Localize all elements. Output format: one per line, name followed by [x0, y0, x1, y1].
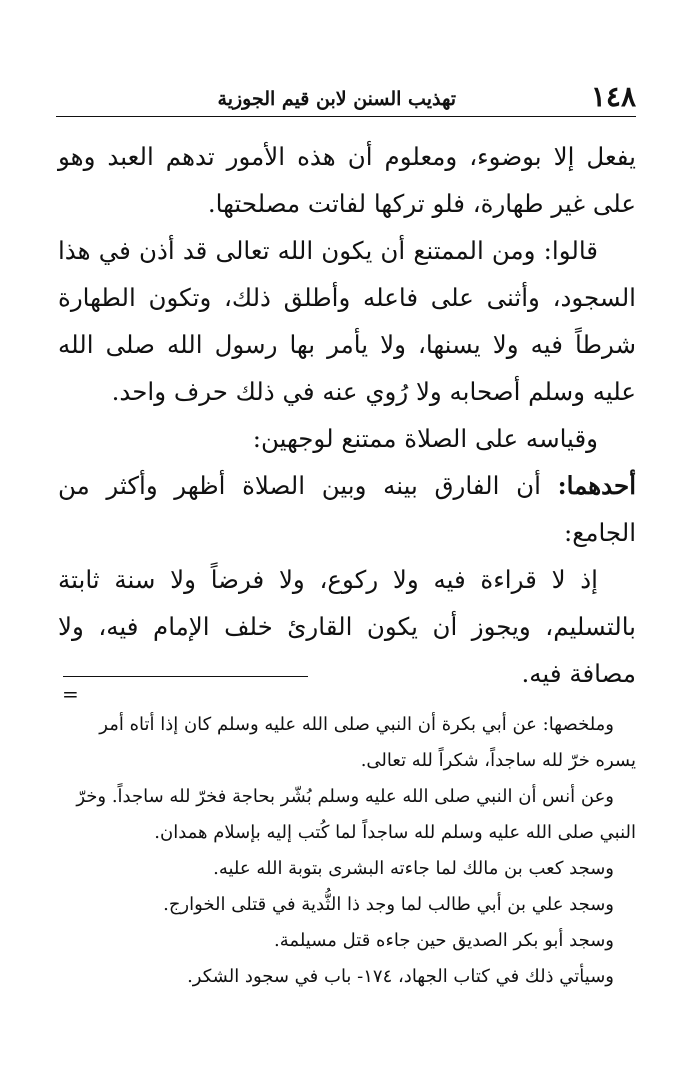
paragraph-continuation: يفعل إلا بوضوء، ومعلوم أن هذه الأمور تدهم العبد وهو على غير طهارة، فلو تركها لفاتت مصلحتها. [58, 142, 636, 218]
first-reason-lead: أحدهما: [557, 471, 636, 500]
paragraph-qiyas: وقياسه على الصلاة ممتنع لوجهين: [252, 424, 598, 453]
paragraph-explanation: إذ لا قراءة فيه ولا ركوع، ولا فرضاً ولا سنة ثابتة بالتسليم، ويجوز أن يكون القارئ خلف الإمام فيه، ولا مصافة فيه. [58, 565, 636, 688]
footnote-continuation-mark: = [62, 682, 79, 706]
footnote-line: وسيأتي ذلك في كتاب الجهاد، ١٧٤- باب في سجود الشكر. [187, 966, 614, 987]
running-title: تهذيب السنن لابن قيم الجوزية [217, 88, 456, 110]
footnote-line: وملخصها: عن أبي بكرة أن النبي صلى الله عليه وسلم كان إذا أتاه أمر يسره خرّ لله ساجداً، شكراً لله تعالى. [99, 714, 636, 771]
footnote-line: وسجد أبو بكر الصديق حين جاءه قتل مسيلمة. [274, 930, 614, 951]
first-reason-text: أن الفارق بينه وبين الصلاة أظهر وأكثر من الجامع: [58, 471, 636, 547]
paragraph-qalu: قالوا: ومن الممتنع أن يكون الله تعالى قد أذن في هذا السجود، وأثنى على فاعله وأطلق ذلك، وتكون الطهارة شرطاً فيه ولا يسنها، ولا يأمر بها رسول الله صلى الله عليه وسلم أصحابه ولا رُوي عنه في ذلك حرف واحد. [58, 236, 636, 406]
running-header [56, 80, 636, 117]
main-body-text [58, 133, 636, 697]
footnote-line: وسجد كعب بن مالك لما جاءته البشرى بتوبة الله عليه. [213, 858, 614, 879]
footnote-line: وسجد علي بن أبي طالب لما وجد ذا الثُّدية في قتلى الخوارج. [163, 894, 614, 915]
footnotes [58, 707, 636, 995]
footnote-line: وعن أنس أن النبي صلى الله عليه وسلم بُشّر بحاجة فخرّ لله ساجداً. وخرّ النبي صلى الله عليه وسلم لله ساجداً لما كُتب إليه بإسلام همدان. [76, 786, 636, 843]
page-number: ١٤٨ [590, 80, 636, 113]
footnote-divider [63, 676, 308, 677]
paragraph-first-reason [58, 462, 636, 556]
